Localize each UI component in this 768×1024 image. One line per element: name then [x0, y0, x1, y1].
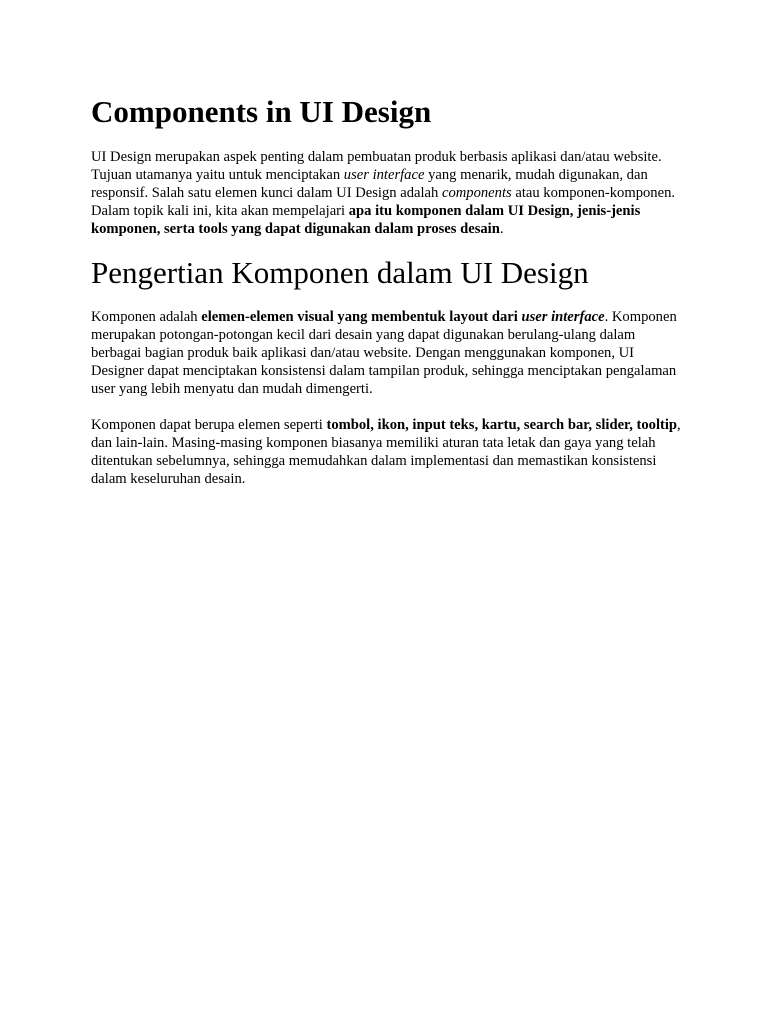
intro-bold-1: apa itu komponen dalam UI Design, jenis-jenis komponen, serta tools yang dapat digunakan dalam proses desain — [91, 203, 641, 237]
intro-italic-1: user interface — [343, 167, 425, 183]
definition-text-2: . Komponen merupakan potongan-potongan kecil dari desain yang dapat digunakan berulang-ulang dalam berbagai bagian produk baik aplikasi dan/atau website. Dengan menggunakan komponen, UI Designer dapat menciptakan konsistensi dalam tampilan produk, sehingga menciptakan pengalaman user yang lebih menyatu dan mudah dimengerti. — [91, 309, 677, 397]
examples-text-2: , dan lain-lain. Masing-masing komponen biasanya memiliki aturan tata letak dan gaya yang telah ditentukan sebelumnya, sehingga memudahkan dalam implementasi dan memastikan konsistensi dalam keseluruhan desain. — [91, 417, 681, 487]
intro-text-4: . — [499, 221, 504, 237]
definition-bold-italic-1: user interface — [521, 309, 605, 325]
intro-text-1: UI Design merupakan aspek penting dalam pembuatan produk berbasis aplikasi dan/atau website. Tujuan utamanya yaitu untuk menciptakan — [91, 149, 662, 183]
definition-text-1: Komponen adalah — [91, 309, 202, 325]
intro-paragraph — [91, 148, 681, 238]
section-heading: Pengertian Komponen dalam UI Design — [91, 255, 589, 290]
intro-text-3: atau komponen-komponen. Dalam topik kali ini, kita akan mempelajari — [91, 185, 676, 219]
examples-text-1: Komponen dapat berupa elemen seperti — [91, 417, 327, 433]
intro-text-2: yang menarik, mudah digunakan, dan responsif. Salah satu elemen kunci dalam UI Design adalah — [91, 167, 648, 201]
examples-paragraph — [91, 416, 681, 488]
intro-italic-2: components — [441, 185, 512, 201]
examples-bold-1: tombol, ikon, input teks, kartu, search bar, slider, tooltip — [326, 417, 678, 433]
definition-bold-1: elemen-elemen visual yang membentuk layout dari — [201, 309, 522, 325]
page-title: Components in UI Design — [91, 94, 432, 129]
definition-paragraph — [91, 308, 681, 398]
document-page — [91, 93, 681, 506]
